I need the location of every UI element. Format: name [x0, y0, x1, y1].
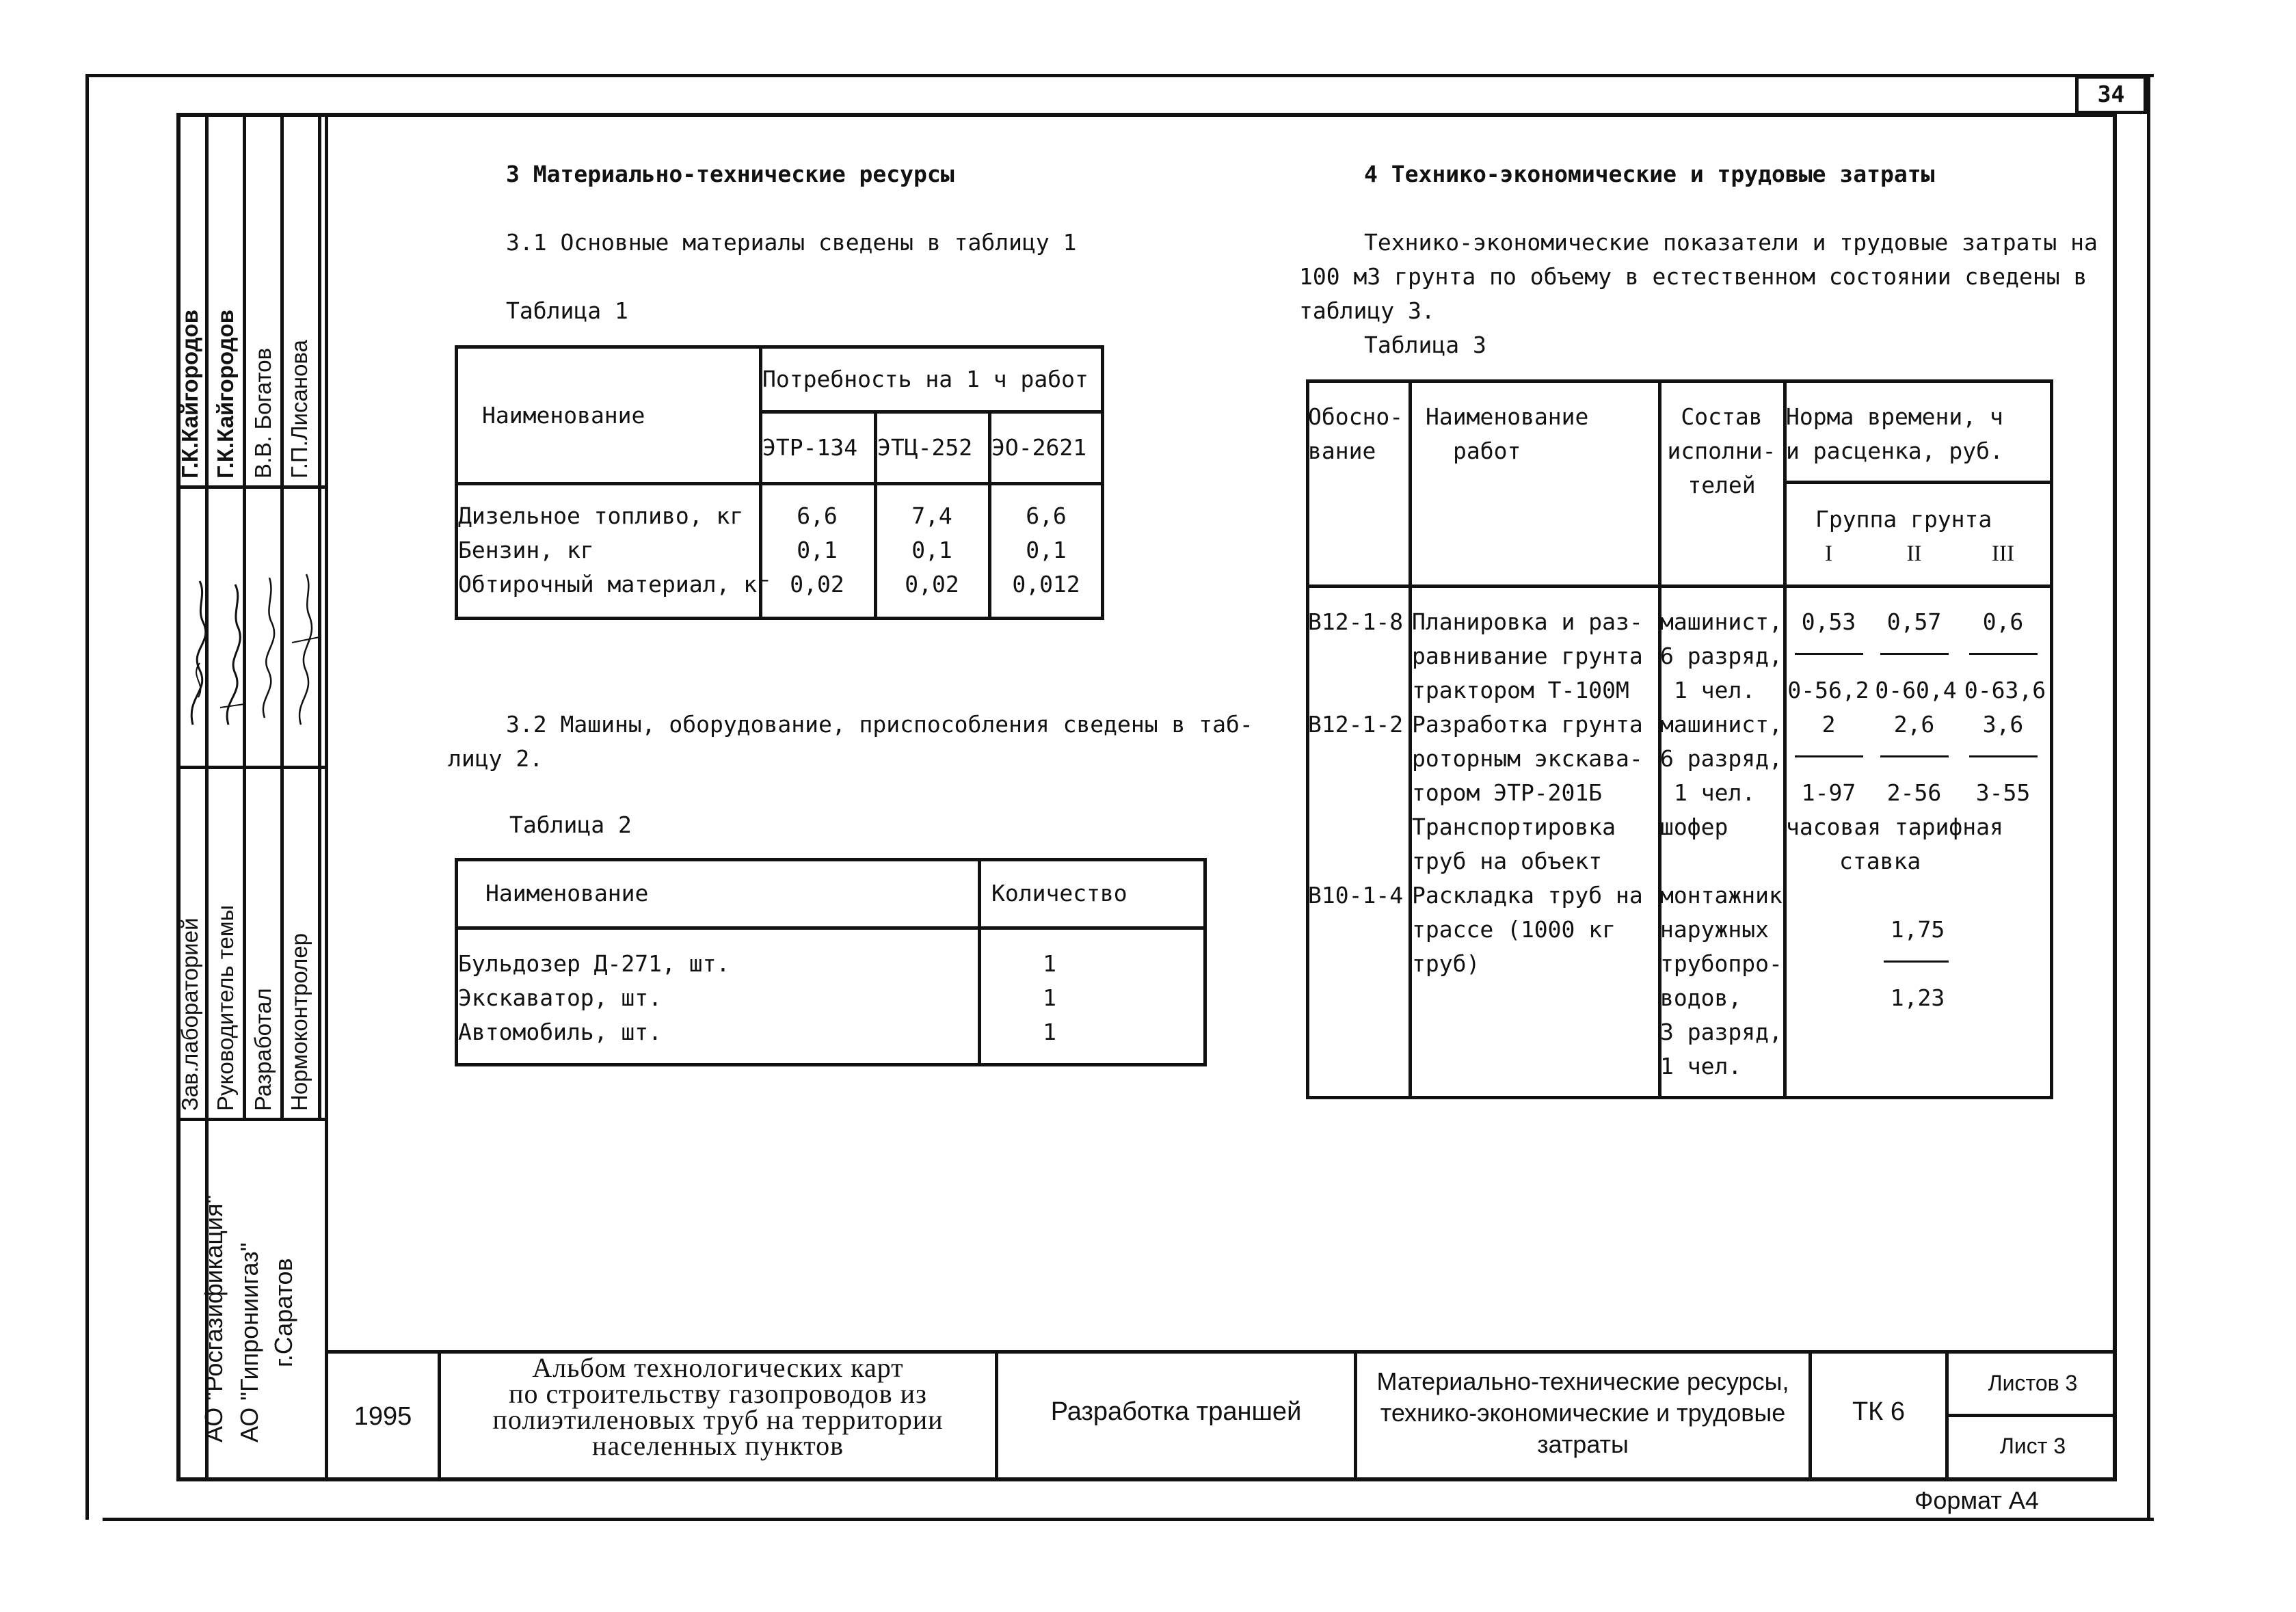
table3-group-num: III [1992, 541, 2014, 566]
table2-header-qty: Количество [991, 880, 1127, 906]
sidebar-org: АО "Росгазификация" [200, 1194, 228, 1442]
table2-row-name: Бульдозер Д-271, шт. [458, 950, 730, 977]
sidebar-role: Нормоконтролер [286, 932, 312, 1111]
table3-work: Разработка грунта [1412, 711, 1643, 738]
table2-row-name: Автомобиль, шт. [458, 1019, 663, 1045]
section4-title: 4 Технико-экономические и трудовые затраты [1364, 161, 1935, 187]
table3-group-num: I [1825, 541, 1832, 566]
sidebar-org: АО "Гипрониигаз" [235, 1242, 263, 1442]
table3-rate: 0-63,6 [1964, 677, 2046, 703]
table1-row-name: Дизельное топливо, кг [458, 502, 744, 529]
titleblock-sheet-title: технико-экономические и трудовые [1380, 1399, 1786, 1427]
table3-work: Раскладка труб на [1412, 882, 1643, 909]
table1-row-name: Бензин, кг [458, 537, 594, 563]
table1-header-need: Потребность на 1 ч работ [762, 366, 1089, 392]
table3-header-basis: Обосно- [1308, 403, 1404, 430]
table1-cell: 0,012 [1012, 571, 1080, 597]
titleblock-line [1945, 1414, 2117, 1417]
sidebar-name: В.В. Богатов [250, 347, 276, 479]
sidebar-name: Г.П.Лисанова [286, 340, 312, 479]
table1-line [759, 410, 1104, 414]
titleblock-album: Альбом технологических карт [532, 1352, 904, 1383]
table3-crew: трубопро- [1660, 950, 1783, 977]
table2-line [978, 858, 981, 1066]
fraction-line [1884, 961, 1949, 963]
table3-header-group: Группа грунта [1815, 506, 1992, 533]
table3-crew: 1 чел. [1660, 1053, 1742, 1079]
section3-title: 3 Материально-технические ресурсы [506, 161, 955, 187]
fraction-line [1969, 653, 2038, 655]
table1-cell: 0,02 [905, 571, 959, 597]
titleblock-sheet-num: Лист 3 [1999, 1434, 2066, 1458]
table3-rate-note: часовая тарифная [1786, 814, 2003, 840]
table3-work: трактором Т-100М [1412, 677, 1629, 703]
table3-crew: монтажник [1660, 882, 1783, 909]
fraction-line [1795, 755, 1863, 757]
fraction-line [1795, 653, 1863, 655]
table2-caption: Таблица 2 [509, 811, 632, 838]
table3-crew: машинист, [1660, 608, 1783, 635]
table3-header-crew: телей [1687, 472, 1756, 498]
sidebar-name: Г.К.Кайгородов [177, 310, 202, 479]
format-label: Формат А4 [1914, 1486, 2039, 1514]
table3-crew: 1 чел. [1674, 779, 1756, 806]
sidebar-row-line [176, 1118, 325, 1121]
table3-work: Транспортировка [1412, 814, 1616, 840]
table2-qty: 1 [1043, 950, 1056, 977]
table3-norm: 3,6 [1982, 711, 2024, 738]
table1-header-name: Наименование [482, 402, 645, 429]
table1-machine: ЭТЦ-252 [877, 434, 973, 461]
sidebar-right-line [325, 113, 328, 1481]
section4-paragraph: Технико-экономические показатели и трудовые затраты на [1364, 229, 2098, 256]
table1-row-name: Обтирочный материал, кг [458, 571, 771, 597]
titleblock-album: полиэтиленовых труб на территории [492, 1404, 944, 1435]
table3-basis: В12-1-2 [1308, 711, 1404, 738]
outer-frame-right [2147, 74, 2150, 1520]
titleblock-album: по строительству газопроводов из [509, 1378, 927, 1409]
table3-rate: 1-97 [1801, 779, 1856, 806]
table3-caption: Таблица 3 [1364, 332, 1486, 358]
sidebar-role: Разработал [250, 988, 276, 1111]
titleblock-year: 1995 [353, 1402, 412, 1431]
table3-rate: 2-56 [1886, 779, 1942, 806]
titleblock-code: ТК 6 [1852, 1397, 1906, 1426]
table3-norm: 0,53 [1801, 608, 1856, 635]
table2-qty: 1 [1043, 1019, 1056, 1045]
table3-crew: наружных [1660, 916, 1769, 943]
sidebar-role: Руководитель темы [213, 904, 238, 1111]
fraction-line [1880, 755, 1949, 757]
table3-header-crew: исполни- [1667, 438, 1776, 464]
table3-crew: 6 разряд, [1660, 745, 1783, 772]
table3-crew: машинист, [1660, 711, 1783, 738]
table1-cell: 7,4 [911, 502, 952, 529]
section3-sub1: 3.1 Основные материалы сведены в таблицу 1 [506, 229, 1077, 256]
table3-rate: 1,23 [1890, 984, 1945, 1011]
table1-cell: 0,1 [1026, 537, 1067, 563]
page-number: 34 [2097, 81, 2125, 107]
titleblock-sheet-title: затраты [1537, 1430, 1629, 1458]
table3-header-norm: и расценка, руб. [1786, 438, 2003, 464]
table3-work: равнивание грунта [1412, 643, 1643, 669]
table3-work: роторным экскава- [1412, 745, 1643, 772]
table2-header-name: Наименование [485, 880, 649, 906]
table3-line [1306, 585, 2053, 588]
signatures-image [179, 561, 323, 731]
table3-rate: 0-60,4 [1875, 677, 1957, 703]
table3-work: Планировка и раз- [1412, 608, 1643, 635]
table3-work: труб) [1412, 950, 1480, 977]
table3-norm: 0,6 [1982, 608, 2024, 635]
table1-line [455, 482, 1104, 485]
section4-paragraph: таблицу 3. [1299, 297, 1435, 324]
table3-crew: 3 разряд, [1660, 1019, 1783, 1045]
section3-sub2: 3.2 Машины, оборудование, приспособления сведены в таб- [506, 711, 1253, 738]
table3-basis: В12-1-8 [1308, 608, 1404, 635]
table3-header-work: работ [1453, 438, 1521, 464]
table3-header-work: Наименование [1426, 403, 1589, 430]
table1-cell: 6,6 [1026, 502, 1067, 529]
table1-cell: 6,6 [797, 502, 838, 529]
sidebar-org: г.Саратов [269, 1258, 297, 1367]
table1-caption: Таблица 1 [506, 297, 628, 324]
section4-paragraph: 100 м3 грунта по объему в естественном состоянии сведены в [1299, 263, 2087, 290]
outer-frame-top [85, 74, 2154, 77]
table3-line [1783, 481, 2053, 484]
sidebar-row-line [176, 485, 325, 489]
titleblock-work: Разработка траншей [1050, 1397, 1302, 1426]
table2-line [455, 926, 1207, 930]
table1-cell: 0,02 [790, 571, 844, 597]
table1-machine: ЭО-2621 [991, 434, 1087, 461]
table3-norm: 1,75 [1890, 916, 1945, 943]
titleblock-sheet-title: Материально-технические ресурсы, [1376, 1367, 1789, 1395]
table3-header-crew: Состав [1681, 403, 1763, 430]
table2-row-name: Экскаватор, шт. [458, 984, 663, 1011]
sidebar-role: Зав.лабораторией [177, 917, 202, 1111]
outer-frame-bottom [103, 1518, 2154, 1521]
sidebar-row-line [176, 766, 325, 769]
table3-rate-note: ставка [1839, 848, 1921, 874]
table3-work: тором ЭТР-201Б [1412, 779, 1603, 806]
table3-crew: 1 чел. [1674, 677, 1756, 703]
table3-crew: 6 разряд, [1660, 643, 1783, 669]
table3-crew: водов, [1660, 984, 1742, 1011]
table2-qty: 1 [1043, 984, 1056, 1011]
fraction-line [1969, 755, 2038, 757]
table3-norm: 2,6 [1893, 711, 1935, 738]
table3-norm: 2 [1821, 711, 1836, 738]
table1-cell: 0,1 [911, 537, 952, 563]
table3-basis: В10-1-4 [1308, 882, 1404, 909]
table1-cell: 0,1 [797, 537, 838, 563]
sidebar-name: Г.К.Кайгородов [213, 310, 238, 479]
table3-group-num: II [1906, 541, 1922, 566]
table3-rate: 3-55 [1975, 779, 2031, 806]
table3-work: трассе (1000 кг [1412, 916, 1616, 943]
fraction-line [1880, 653, 1949, 655]
table3-header-basis: вание [1308, 438, 1376, 464]
titleblock-album: населенных пунктов [591, 1430, 844, 1461]
titleblock-sheets-total: Листов 3 [1988, 1371, 2078, 1395]
outer-frame-left [85, 74, 89, 1520]
table3-crew: шофер [1660, 814, 1728, 840]
table3-norm: 0,57 [1886, 608, 1942, 635]
table3-work: труб на объект [1412, 848, 1603, 874]
section3-sub2: лицу 2. [448, 745, 544, 772]
table3-rate: 0-56,2 [1787, 677, 1869, 703]
table3-header-norm: Норма времени, ч [1786, 403, 2003, 430]
table1-machine: ЭТР-134 [762, 434, 858, 461]
